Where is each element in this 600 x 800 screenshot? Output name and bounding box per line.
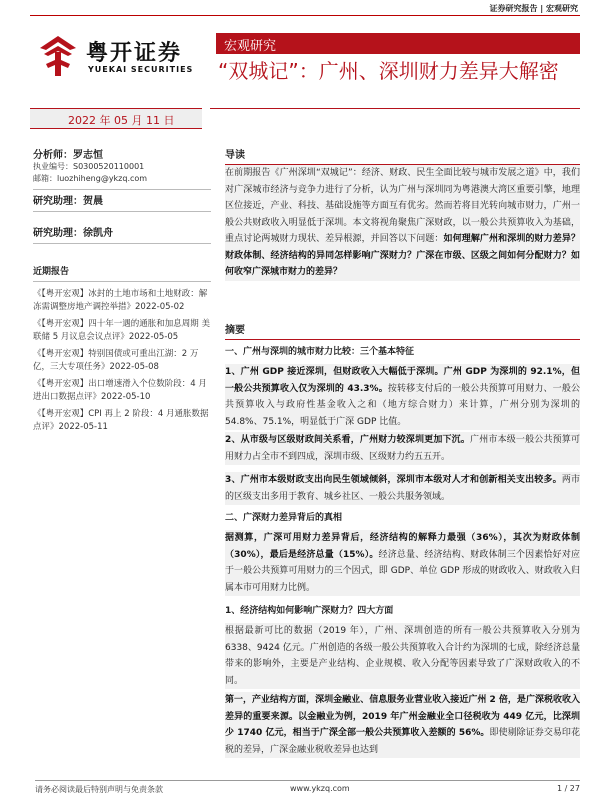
date-rule <box>210 108 580 109</box>
recent-report-item[interactable]: 《【粤开宏观】CPI 再上 2 阶段：4 月通胀数据点评》2022-05-11 <box>33 409 209 432</box>
website-link[interactable]: www.ykzq.com <box>290 784 350 793</box>
page-footer <box>35 780 580 794</box>
divider <box>33 281 211 282</box>
assistant-block-2 <box>33 224 211 244</box>
abstract-paragraph-4: 据测算，广深可用财力差异背后，经济结构的解释力最强（36%），其次为财政体制（30%），最后是经济总量（15%）。经济总量、经济结构、财政体制三个因素恰好对应于一般公共预算可用财力的三个因式，即 GDP、单位 GDP 形成的财政收入、财政收入归属本市可用财力比例。 <box>225 530 580 596</box>
recent-report-item[interactable]: 《【粤开宏观】特别国债或可重出江湖：2 万亿，三大专项任务》2022-05-08 <box>33 349 199 372</box>
assistant-name: 研究助理：贺晨 <box>33 196 103 207</box>
recent-report-item[interactable]: 《【粤开宏观】四十年一遇的通胀和加息周期 美联储 5 月议息会议点评》2022-05-05 <box>33 319 210 342</box>
section-heading-1: 一、广州与深圳的城市财力比较：三个基本特征 <box>225 347 415 357</box>
abstract-paragraph-3: 3、广州市本级财政支出向民生领域倾斜，深圳市本级对人才和创新相关支出较多。两市的区级支出多用于教育、城乡社区、一般公共服务领域。 <box>225 472 580 505</box>
abstract-paragraph-2: 2、从市级与区级财政间关系看，广州财力较深圳更加下沉。广州市本级一般公共预算可用财力占全市不到四成，深圳市级、区级财力约五五开。 <box>225 432 580 465</box>
page-number: 1 / 27 <box>556 784 580 793</box>
report-date: 2022 年 05 月 11 日 <box>68 114 175 127</box>
date-band <box>30 108 580 129</box>
report-title: “双城记”：广州、深圳财力差异大解密 <box>218 59 559 83</box>
divider <box>33 189 211 190</box>
analyst-license: 执业编号：S0300520110001 <box>33 162 145 171</box>
recent-reports-title: 近期报告 <box>33 267 70 277</box>
assistant-name: 研究助理：徐凯舟 <box>33 228 113 239</box>
divider <box>33 211 211 212</box>
recent-reports <box>33 264 213 438</box>
analyst-email: 邮箱：luozhiheng@ykzq.com <box>33 174 148 183</box>
recent-report-item[interactable]: 《【粤开宏观】冰封的土地市场和土地财政：解冻需调整房地产调控举措》2022-05-02 <box>33 289 208 312</box>
abstract-paragraph-6: 第一，产业结构方面，深圳金融业、信息服务业营业收入接近广州 2 倍，是广深税收收入差异的重要来源。以金融业为例，2019 年广州金融业全口径税收为 449 亿元，比深圳少 1740 亿元，相当于广深全部一般公共预算收入差额的 56%。即使剔除证券交易印花税的差异，广深金融业税收差异也达到 <box>225 692 580 758</box>
analyst-block <box>33 146 211 190</box>
analyst-name: 分析师：罗志恒 <box>33 150 103 161</box>
assistant-block-1 <box>33 192 211 212</box>
logo-chinese-text: 粤开证券 <box>86 41 183 66</box>
intro-paragraph: 在前期报告《广州深圳“双城记”：经济、财政、民生全面比较与城市发展之道》中，我们对广深城市经济与竞争力进行了分析，认为广州与深圳同为粤港澳大湾区重要引擎，地理区位接近，产业、科技、基础设施等方面互有优劣。然而若将目光转向城市财力，广州一般公共财政收入明显低于深圳。本文将视角聚焦广深财政，以一般公共预算收入为基础，重点讨论两城财力现状、差异根源，并回答以下问题：如何理解广州和深圳的财力差异？财政体制、经济结构的异同怎样影响广深财力？广深在市级、区级之间如何分配财力？如何收窄广深城市财力的差异？ <box>225 165 580 281</box>
intro-heading: 导读 <box>225 146 580 165</box>
date-box <box>30 108 202 129</box>
top-rule <box>30 15 580 16</box>
abstract-paragraph-1: 1、广州 GDP 接近深圳，但财政收入大幅低于深圳。广州 GDP 为深圳的 92.1%，但一般公共预算收入仅为深圳的 43.3%。按转移支付后的一般公共预算可用财力、一般公共预算收入与政府性基金收入之和（地方综合财力）来计算，广州分别为深圳的 54.8%、75.1%，明显低于广深 GDP 比值。 <box>225 364 580 430</box>
logo-mark-icon <box>36 34 80 78</box>
report-type-label: 证券研究报告 | 宏观研究 <box>489 4 578 13</box>
logo-english-text: YUEKAI SECURITIES <box>88 65 194 74</box>
abstract-paragraph-5: 根据最新可比的数据（2019 年），广州、深圳创造的所有一般公共预算收入分别为 6338、9424 亿元。广州创造的各级一般公共预算收入合计约为深圳的七成，除经济总量带来的影响外，主要是产业结构、企业规模、收入分配等因素导致了广深财政收入的不同。 <box>225 623 580 689</box>
top-bar <box>0 0 600 16</box>
abstract-heading: 摘要 <box>225 321 580 340</box>
category-band <box>216 33 580 54</box>
disclaimer-link[interactable]: 请务必阅读最后特别声明与免责条款 <box>35 785 163 794</box>
recent-report-item[interactable]: 《【粤开宏观】出口增速滑入个位数阶段：4 月进出口数据点评》2022-05-10 <box>33 379 207 402</box>
category-label: 宏观研究 <box>224 39 277 54</box>
section-heading-3: 1、经济结构如何影响广深财力？四大方面 <box>225 606 394 616</box>
company-logo <box>36 34 216 80</box>
section-heading-2: 二、广深财力差异背后的真相 <box>225 513 343 523</box>
divider <box>33 243 211 244</box>
